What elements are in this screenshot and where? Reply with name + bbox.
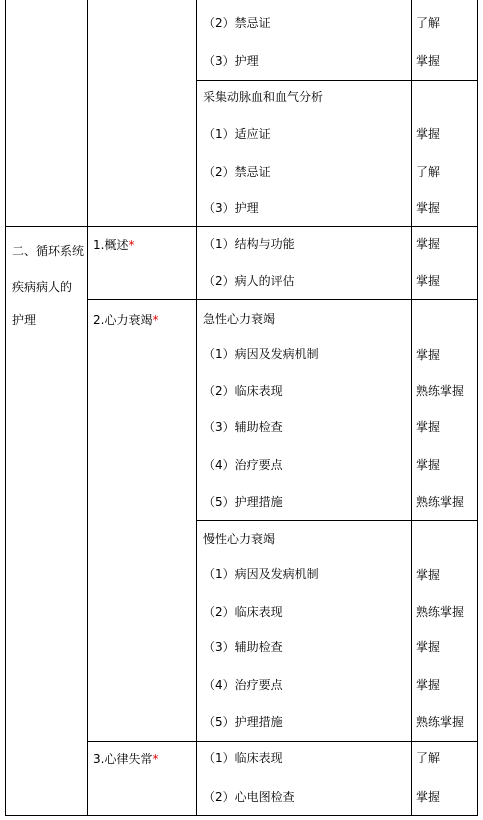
- table-border-bottom: [5, 815, 478, 816]
- level-text: 掌握: [416, 568, 441, 582]
- topic-label: 2.心力衰竭: [93, 313, 153, 327]
- subsection-heading: 慢性心力衰竭: [203, 532, 276, 546]
- item-text: （2）禁忌证: [203, 165, 271, 179]
- row-divider: [196, 520, 478, 521]
- topic-label: 3.心律失常: [93, 752, 153, 766]
- item-text: （3）护理: [203, 201, 259, 215]
- item-text: （1）适应证: [203, 127, 271, 141]
- item-text: （5）护理措施: [203, 495, 283, 509]
- topic-cell: [93, 751, 158, 767]
- row-divider: [196, 80, 478, 81]
- key-point-star: *: [152, 313, 159, 327]
- level-text: 了解: [416, 16, 441, 30]
- topic-cell: [93, 237, 134, 253]
- item-text: （1）临床表现: [203, 751, 283, 765]
- item-text: （4）治疗要点: [203, 458, 283, 472]
- level-text: 掌握: [416, 274, 441, 288]
- section-label: 二、循环系统: [12, 244, 85, 258]
- row-divider: [87, 741, 478, 742]
- col-divider-3: [411, 0, 412, 816]
- topic-cell: [93, 312, 158, 328]
- subsection-heading: 采集动脉血和血气分析: [203, 90, 324, 104]
- col-divider-2: [196, 0, 197, 816]
- item-text: （2）临床表现: [203, 605, 283, 619]
- item-text: （3）辅助检查: [203, 640, 283, 654]
- level-text: 了解: [416, 751, 441, 765]
- level-text: 熟练掌握: [416, 384, 465, 398]
- col-divider-1: [87, 0, 88, 816]
- level-text: 熟练掌握: [416, 715, 465, 729]
- item-text: （1）病因及发病机制: [203, 347, 319, 361]
- row-divider: [5, 226, 478, 227]
- row-divider: [87, 299, 478, 300]
- item-text: （1）病因及发病机制: [203, 567, 319, 581]
- level-text: 掌握: [416, 237, 441, 251]
- level-text: 掌握: [416, 54, 441, 68]
- level-text: 掌握: [416, 127, 441, 141]
- level-text: 掌握: [416, 348, 441, 362]
- level-text: 熟练掌握: [416, 605, 465, 619]
- key-point-star: *: [128, 238, 135, 252]
- item-text: （3）辅助检查: [203, 420, 283, 434]
- item-text: （4）治疗要点: [203, 678, 283, 692]
- level-text: 掌握: [416, 640, 441, 654]
- section-label: 疾病病人的: [12, 280, 73, 294]
- key-point-star: *: [152, 752, 159, 766]
- level-text: 熟练掌握: [416, 495, 465, 509]
- item-text: （2）病人的评估: [203, 274, 295, 288]
- subsection-heading: 急性心力衰竭: [203, 312, 276, 326]
- item-text: （2）禁忌证: [203, 16, 271, 30]
- item-text: （3）护理: [203, 54, 259, 68]
- table-border-left: [5, 0, 6, 816]
- level-text: 掌握: [416, 790, 441, 804]
- level-text: 掌握: [416, 678, 441, 692]
- item-text: （1）结构与功能: [203, 237, 295, 251]
- level-text: 掌握: [416, 458, 441, 472]
- level-text: 掌握: [416, 420, 441, 434]
- item-text: （5）护理措施: [203, 715, 283, 729]
- item-text: （2）临床表现: [203, 384, 283, 398]
- level-text: 掌握: [416, 201, 441, 215]
- item-text: （2）心电图检查: [203, 790, 295, 804]
- topic-label: 1.概述: [93, 238, 129, 252]
- table-border-right: [477, 0, 478, 816]
- level-text: 了解: [416, 165, 441, 179]
- section-label: 护理: [12, 313, 37, 327]
